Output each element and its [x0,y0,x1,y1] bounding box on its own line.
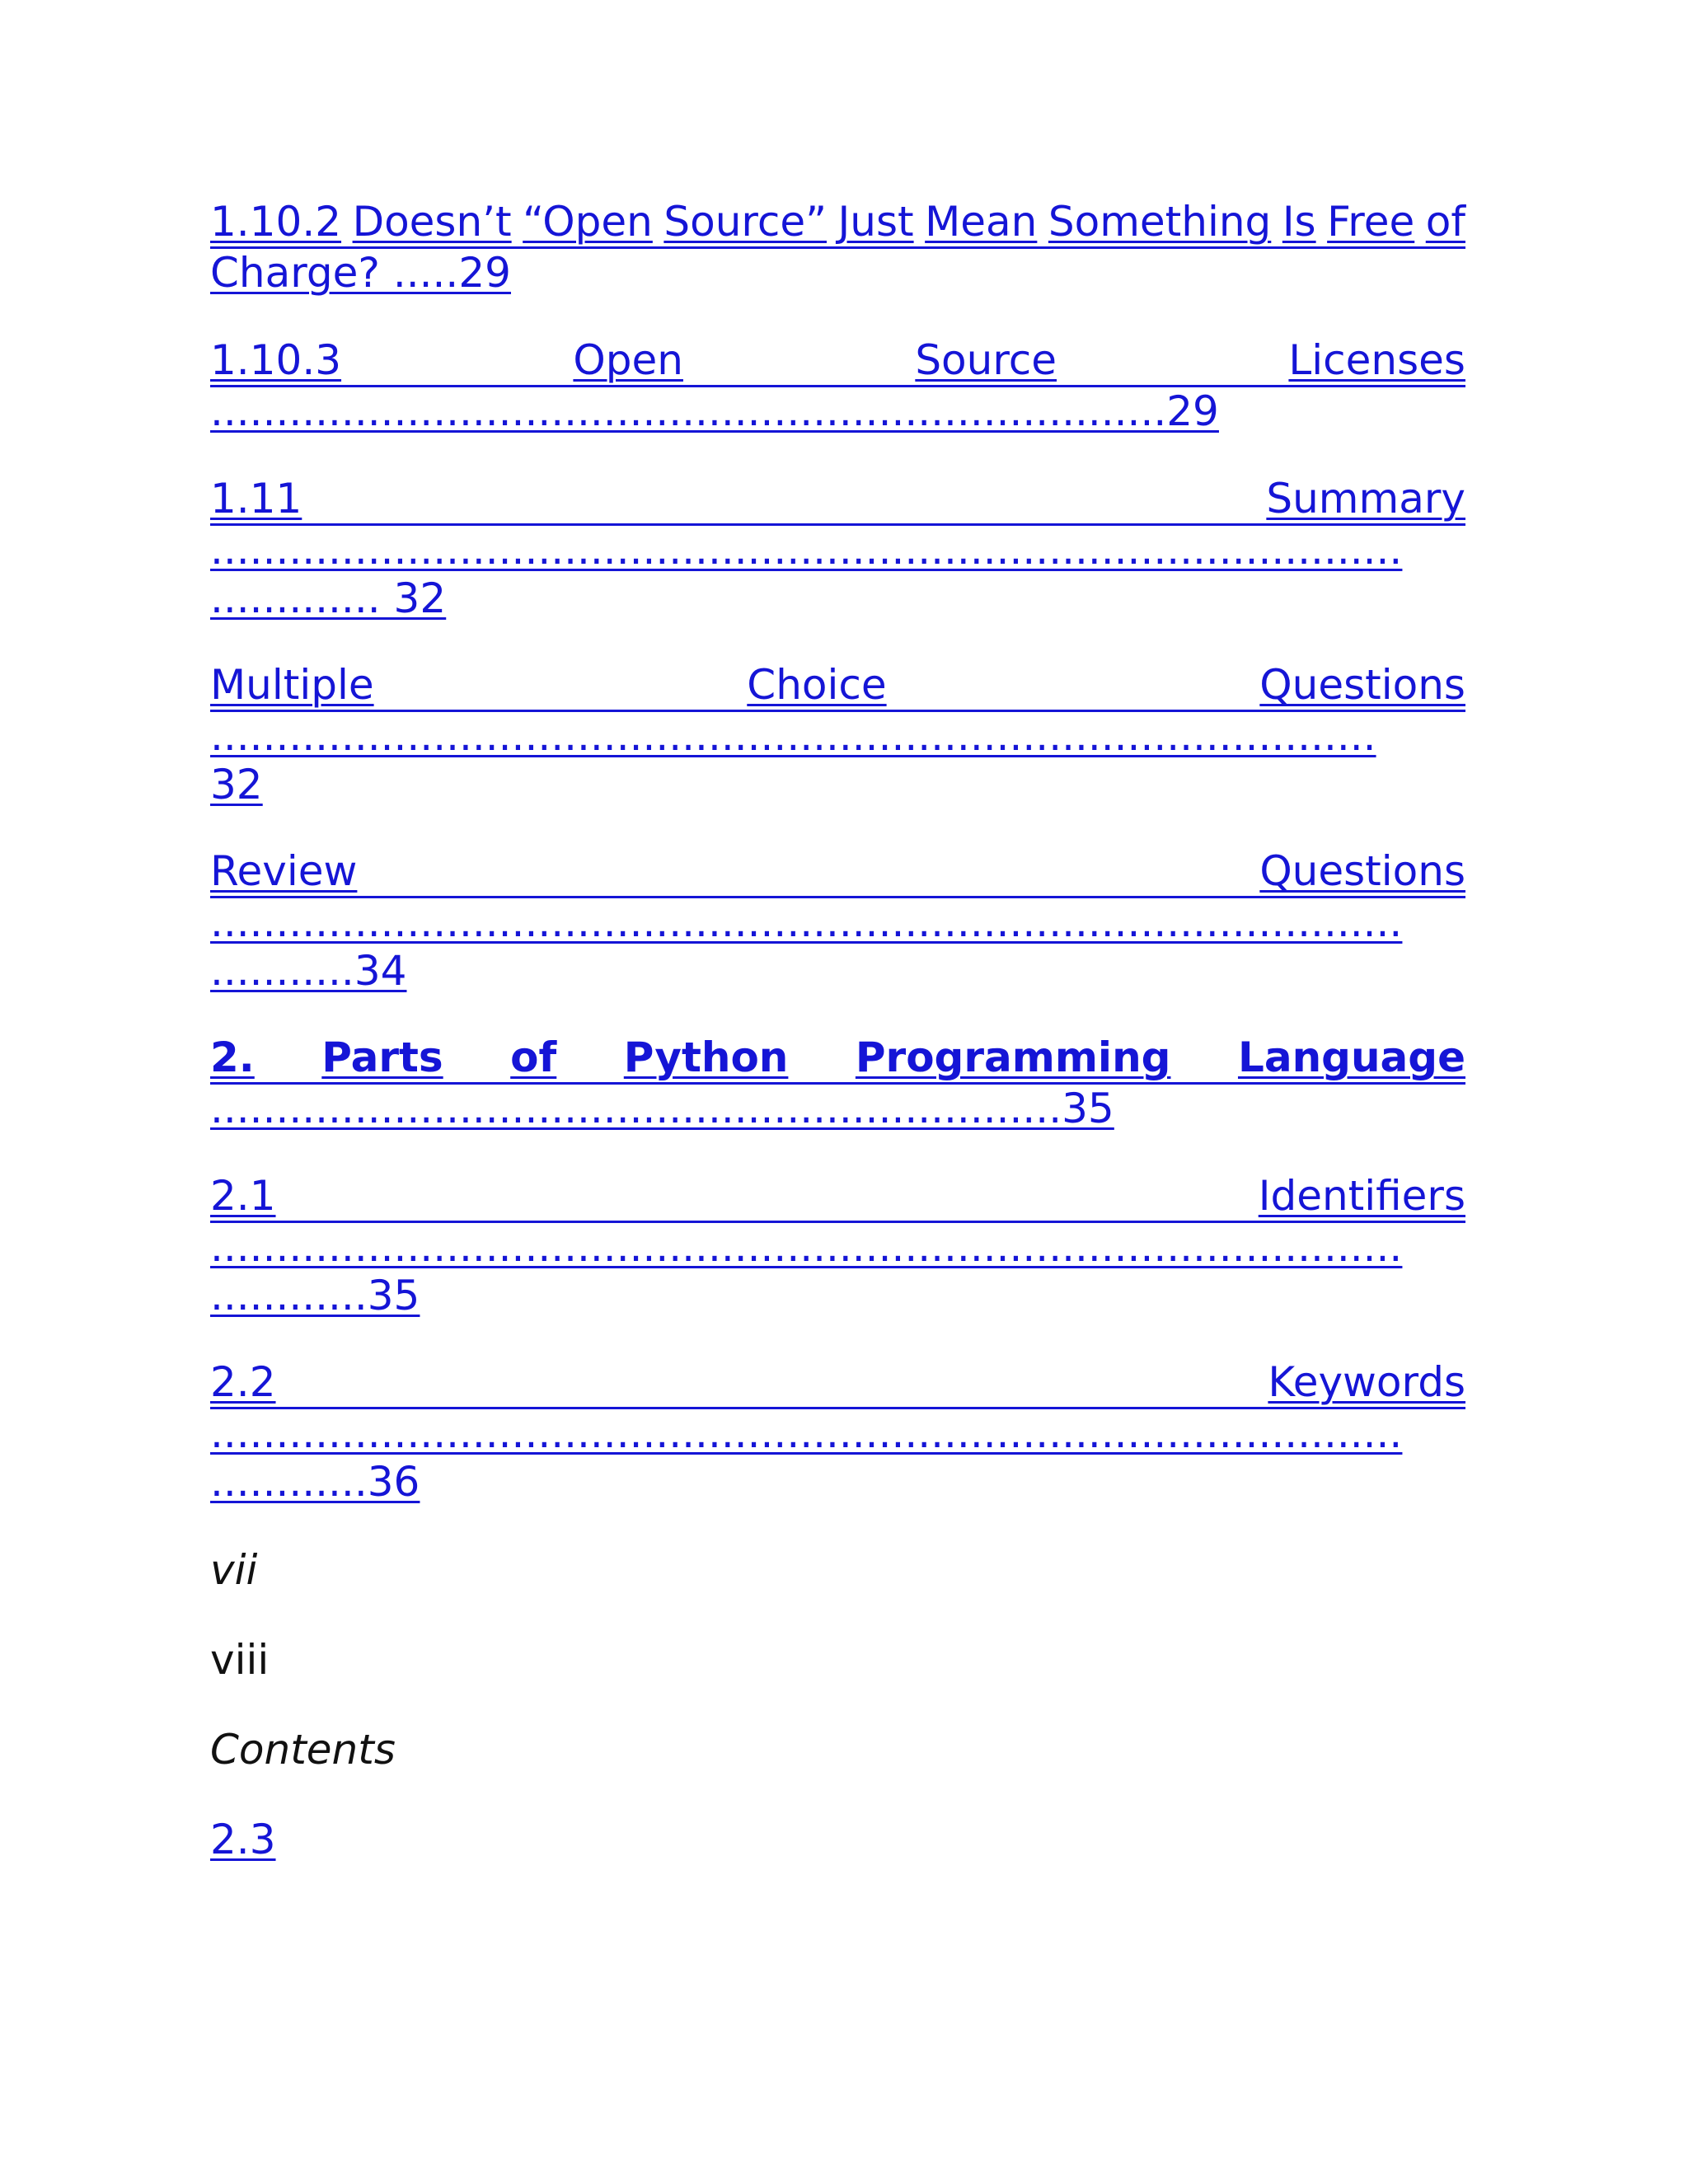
running-head-contents: Contents [210,1726,396,1774]
toc-entry-2-2-dots [210,1409,1465,1458]
toc-entry-1-11-line1 [210,475,1465,526]
toc-entry-1-10-2-line1 [210,198,1465,249]
toc-entry-chapter-2-dots [210,1085,1465,1133]
toc-entry-review-dots [210,898,1465,947]
toc-leader-dots: ........................................................................................... [210,1223,1403,1271]
toc-page-ref: ............36 [210,1458,420,1506]
toc-page-ref: Charge? .....29 [210,249,511,297]
toc-entry-chapter-2[interactable] [210,1033,1465,1133]
toc-entry-1-10-3[interactable] [210,336,1465,436]
toc-page-ref: ............35 [210,1272,420,1319]
toc-entry-mcq-dots [210,712,1465,761]
toc-word: Multiple [210,661,374,709]
toc-entry-1-11-dots [210,526,1465,574]
toc-entry-2-1-tail [210,1272,1465,1320]
toc-word: Source [915,336,1057,384]
toc-word: Licenses [1288,336,1465,384]
toc-entry-1-11[interactable] [210,475,1465,623]
toc-word: “Open [523,198,653,246]
toc-word: Is [1282,198,1316,246]
toc-word: Programming [855,1033,1171,1081]
toc-word: of [1425,198,1465,246]
toc-entry-1-11-tail [210,574,1465,623]
toc-entry-1-10-2-line2 [210,249,1465,298]
toc-word: Just [837,198,914,246]
toc-entry-1-10-3-line1 [210,336,1465,387]
toc-entry-2-3[interactable] [210,1816,276,1864]
toc-page-ref: ............. 32 [210,574,447,622]
toc-word: Summary [1266,475,1465,523]
toc-entry-1-10-2[interactable] [210,198,1465,298]
toc-number: 1.11 [210,475,302,523]
toc-leader-dots: .................................................................35 [210,1085,1114,1132]
toc-word: 1.10.2 [210,198,342,246]
toc-entry-2-2[interactable] [210,1358,1465,1507]
toc-word: Keywords [1268,1358,1465,1406]
toc-word: Source” [663,198,827,246]
toc-entry-multiple-choice-questions[interactable] [210,661,1465,809]
toc-entry-2-1[interactable] [210,1172,1465,1320]
toc-leader-dots: ........................................................................................... [210,526,1403,574]
toc-number: 2. [210,1033,255,1081]
toc-entry-review-line1 [210,847,1465,898]
toc-page-ref: ...........34 [210,947,407,995]
toc-word: Free [1327,198,1415,246]
toc-number: 1.10.3 [210,336,342,384]
toc-word: Identifiers [1258,1172,1465,1220]
toc-entry-mcq-tail [210,761,1465,809]
toc-number: 2.1 [210,1172,276,1220]
page-number-viii: viii [210,1636,270,1684]
toc-entry-2-2-line1 [210,1358,1465,1409]
toc-word: Doesn’t [352,198,512,246]
toc-word: of [510,1033,557,1081]
toc-word: Parts [321,1033,443,1081]
toc-entry-mcq-line1 [210,661,1465,712]
toc-leader-dots: ......................................................................................... [210,712,1376,760]
toc-entry-2-1-dots [210,1223,1465,1272]
toc-word: Python [623,1033,789,1081]
toc-leader-dots: ........................................................................................... [210,1409,1403,1457]
toc-entry-review-questions[interactable] [210,847,1465,996]
toc-word: Open [573,336,683,384]
toc-entry-1-10-3-dots [210,387,1465,436]
page-number-vii: vii [210,1546,258,1594]
toc-page-ref: 32 [210,761,263,808]
toc-word: Questions [1259,847,1465,895]
toc-word: Choice [747,661,887,709]
toc-number: 2.3 [210,1816,276,1863]
toc-entry-2-1-line1 [210,1172,1465,1223]
toc-leader-dots: ........................................................................................... [210,898,1403,946]
toc-leader-dots: .........................................................................29 [210,387,1219,435]
toc-entry-chapter-2-line1 [210,1033,1465,1085]
toc-word: Something [1048,198,1272,246]
toc-word: Language [1237,1033,1465,1081]
toc-number: 2.2 [210,1358,276,1406]
toc-word: Review [210,847,358,895]
toc-entry-review-tail [210,947,1465,996]
toc-entry-2-2-tail [210,1458,1465,1507]
toc-word: Mean [925,198,1038,246]
toc-word: Questions [1259,661,1465,709]
